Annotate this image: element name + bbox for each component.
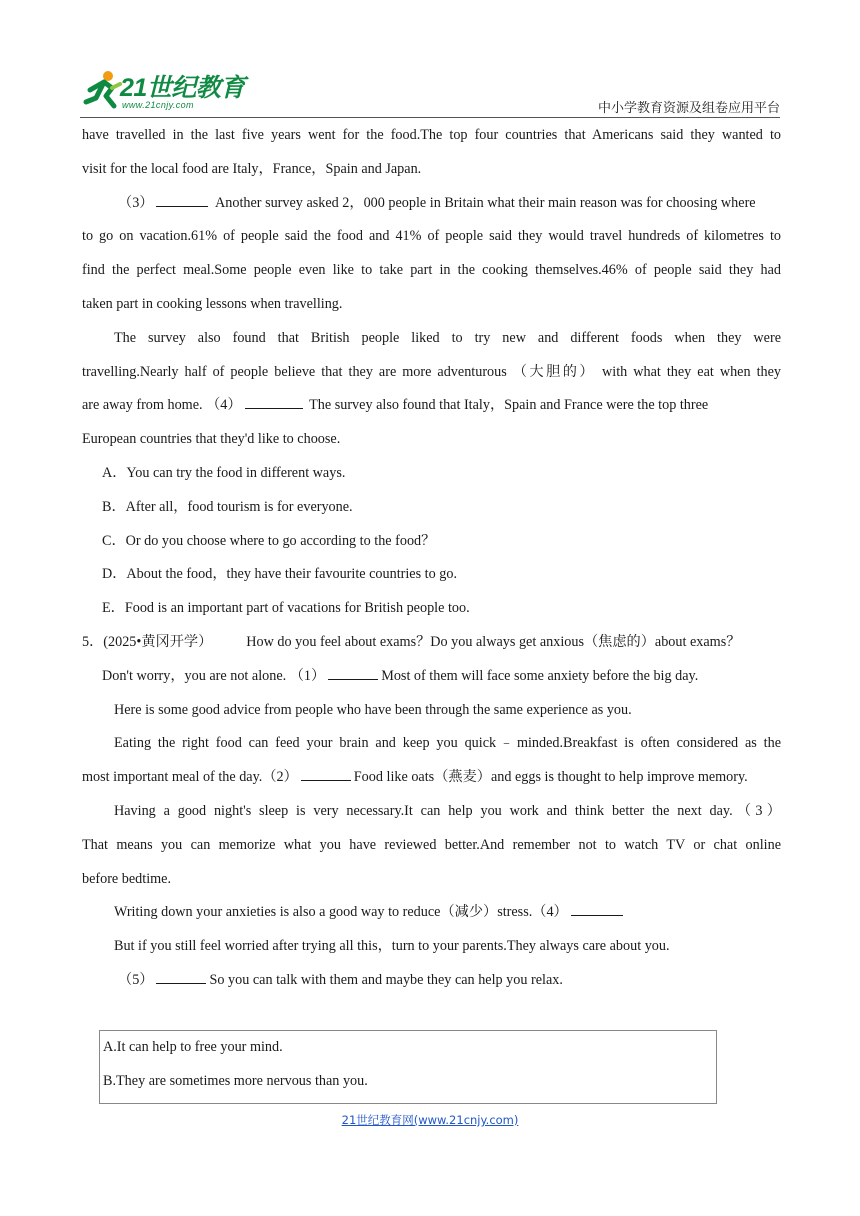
- passage-text: most important meal of the day.（2）: [82, 769, 298, 786]
- passage-line: to go on vacation.61% of people said the food and 41% of people said they would travel hundreds of kilometres to: [82, 228, 781, 245]
- passage-line: taken part in cooking lessons when travelling.: [82, 295, 343, 312]
- passage-line: visit for the local food are Italy，France，Spain and Japan.: [82, 160, 422, 177]
- passage-text: The survey also found that Italy，Spain and France were the top three: [309, 397, 709, 414]
- answer-blank[interactable]: [328, 665, 378, 680]
- passage-line: find the perfect meal.Some people even like to take part in the cooking themselves.46% of people said they had: [82, 262, 781, 279]
- passage-line: travelling.Nearly half of people believe that they are more adventurous （大胆的） with what they eat when they: [82, 363, 781, 380]
- platform-title: 中小学教育资源及组卷应用平台: [597, 101, 780, 116]
- passage-line: But if you still feel worried after trying all this，turn to your parents.They always care about you.: [114, 938, 670, 955]
- passage-line-gap-1: [82, 660, 781, 694]
- passage-line: Here is some good advice from people who have been through the same experience as you.: [114, 701, 632, 718]
- passage-text: are away from home. （4）: [82, 397, 242, 414]
- passage-text: So you can talk with them and maybe they can help you relax.: [209, 971, 563, 988]
- passage-line: before bedtime.: [82, 870, 172, 887]
- passage-line-gap-3: Having a good night's sleep is very necessary.It can help you work and think better the next day.（3）: [114, 802, 781, 819]
- passage-line: European countries that they'd like to choose.: [82, 431, 341, 448]
- option-e: E．Food is an important part of vacations for British people too.: [102, 600, 470, 617]
- site-logo[interactable]: [80, 66, 255, 116]
- passage-text: Most of them will face some anxiety before the big day.: [381, 667, 699, 684]
- option-b: B．After all，food tourism is for everyone.: [102, 498, 353, 515]
- option-b: B.They are sometimes more nervous than you.: [103, 1072, 368, 1089]
- option-c: C．Or do you choose where to go according to the food？: [102, 532, 436, 549]
- page-header: [80, 66, 780, 116]
- passage-line: Eating the right food can feed your brain and keep you quick﹣minded.Breakfast is often considered as the: [114, 735, 781, 752]
- gap-number: （3）: [118, 194, 154, 211]
- options-box: [99, 1030, 717, 1104]
- passage-text: Another survey asked 2，000 people in Britain what their main reason was for choosing where: [215, 194, 756, 211]
- passage-text: Writing down your anxieties is also a good way to reduce（减少）stress.（4）: [114, 904, 568, 921]
- gap-number: （5）: [118, 971, 154, 988]
- logo-text: 21世纪教育: [120, 74, 245, 102]
- passage-line-gap-3: [82, 187, 781, 221]
- option-a: A.It can help to free your mind.: [103, 1039, 283, 1055]
- option-d: D．About the food，they have their favourite countries to go.: [102, 566, 457, 583]
- passage-line: The survey also found that British people liked to try new and different foods when they were: [114, 329, 781, 346]
- passage-line-gap-4: [82, 896, 781, 930]
- answer-blank[interactable]: [571, 901, 623, 916]
- passage-line: That means you can memorize what you have reviewed better.And remember not to watch TV or chat online: [82, 836, 781, 853]
- passage-line-gap-5: [82, 964, 781, 998]
- option-a: A．You can try the food in different ways.: [102, 464, 346, 481]
- passage-text: Food like oats（燕麦）and eggs is thought to help improve memory.: [353, 769, 748, 786]
- header-divider: [80, 117, 780, 118]
- footer-link[interactable]: 21世纪教育网(www.21cnjy.com): [341, 1113, 519, 1127]
- runner-logo-icon: [80, 68, 124, 112]
- question-5-header: [82, 626, 781, 660]
- document-body: [82, 119, 781, 998]
- passage-text: Don't worry，you are not alone. （1）: [102, 667, 326, 684]
- page-footer: [0, 1112, 860, 1128]
- passage-text: How do you feel about exams？Do you always get anxious（焦虑的）about exams？: [246, 633, 741, 650]
- answer-blank[interactable]: [156, 192, 208, 207]
- passage-line: have travelled in the last five years went for the food.The top four countries that Americans said they wanted to: [82, 127, 781, 143]
- passage-line-gap-2: [82, 761, 781, 795]
- answer-blank[interactable]: [301, 766, 351, 781]
- question-number: 5．(2025•黄冈开学）: [82, 633, 213, 650]
- answer-blank[interactable]: [245, 394, 303, 409]
- passage-line-gap-4: [82, 389, 781, 423]
- answer-blank[interactable]: [156, 969, 206, 984]
- logo-url: www.21cnjy.com: [122, 100, 194, 110]
